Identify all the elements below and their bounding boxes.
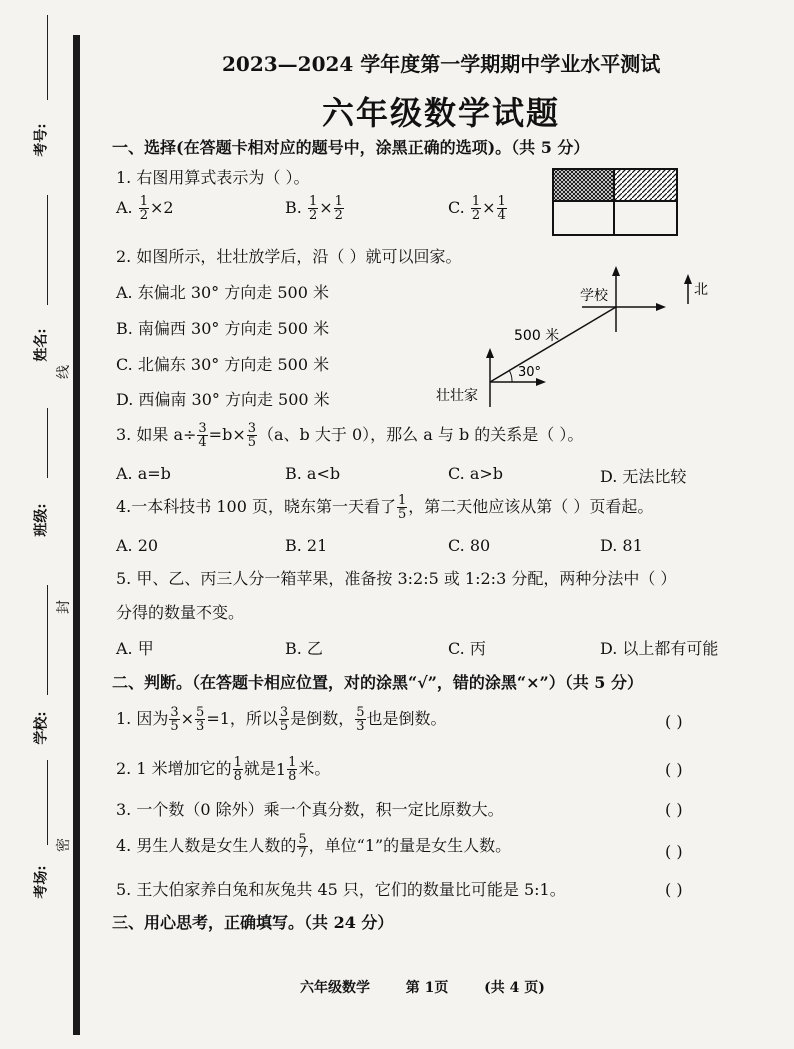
option-letter: A. bbox=[116, 198, 133, 217]
binding-bar bbox=[73, 35, 80, 1035]
side-line-2 bbox=[47, 195, 48, 305]
distance-label: 500 米 bbox=[514, 328, 560, 344]
footer-subject: 六年级数学 bbox=[300, 980, 370, 996]
option-letter: C. bbox=[448, 198, 465, 217]
q5-stem-cont: 分得的数量不变。 bbox=[116, 603, 245, 622]
fraction: $\frac{5}{3}$ bbox=[356, 705, 365, 734]
q5-option-d[interactable]: D. 以上都有可能 bbox=[600, 639, 719, 658]
q1-option-b[interactable]: B. $\frac{1}{2}$ × $\frac{1}{2}$ bbox=[285, 194, 343, 223]
q1-stem: 1. 右图用算式表示为（ ）。 bbox=[116, 168, 310, 187]
q5-option-b[interactable]: B. 乙 bbox=[285, 639, 323, 658]
fraction: $\frac{3}{4}$ bbox=[198, 421, 207, 450]
exam-title: 2023—2024 学年度第一学期期中学业水平测试 bbox=[222, 52, 661, 76]
school-label: 学校: bbox=[33, 711, 50, 745]
fraction: $\frac{5}{7}$ bbox=[298, 832, 307, 861]
q2-option-c[interactable]: C. 北偏东 30° 方向走 500 米 bbox=[116, 355, 330, 374]
judge-answer-paren-4[interactable]: ( ) bbox=[665, 842, 683, 861]
q3-option-d[interactable]: D. 无法比较 bbox=[600, 467, 687, 486]
judge-q2: 2. 1 米增加它的 $\frac{1}{8}$ 就是 1 $\frac{1}{8}$ 米。 bbox=[116, 755, 331, 784]
fraction: $\frac{1}{2}$ bbox=[139, 194, 149, 223]
section2-heading: 二、判断。（在答题卡相应位置，对的涂黑“√”，错的涂黑“×”）（共 5 分） bbox=[112, 673, 644, 692]
class-label: 班级: bbox=[33, 503, 50, 537]
fraction: $\frac{3}{5}$ bbox=[170, 705, 179, 734]
mixed-number: 1 $\frac{1}{8}$ bbox=[275, 755, 297, 784]
q2-option-d[interactable]: D. 西偏南 30° 方向走 500 米 bbox=[116, 390, 330, 409]
footer bbox=[300, 977, 545, 997]
fraction: $\frac{1}{5}$ bbox=[397, 493, 407, 522]
north-label: 北 bbox=[694, 282, 708, 298]
fraction: $\frac{1}{2}$ bbox=[334, 194, 343, 223]
q2-option-b[interactable]: B. 南偏西 30° 方向走 500 米 bbox=[116, 319, 330, 338]
judge-answer-paren-2[interactable]: ( ) bbox=[665, 760, 683, 779]
fraction: $\frac{1}{8}$ bbox=[233, 755, 242, 784]
footer-total: (共 4 页) bbox=[484, 980, 545, 996]
q2-option-a[interactable]: A. 东偏北 30° 方向走 500 米 bbox=[116, 283, 329, 302]
fraction: $\frac{5}{3}$ bbox=[196, 705, 205, 734]
seal-seal-char: 封 bbox=[56, 600, 72, 614]
judge-q3: 3. 一个数（0 除外）乘一个真分数，积一定比原数大。 bbox=[116, 800, 504, 819]
section1-heading: 一、选择(在答题卡相对应的题号中，涂黑正确的选项)。（共 5 分） bbox=[112, 138, 590, 157]
seal-mi-char: 密 bbox=[56, 838, 72, 852]
q5-option-a[interactable]: A. 甲 bbox=[116, 639, 154, 658]
q4-option-a[interactable]: A. 20 bbox=[116, 536, 159, 555]
q1-option-a[interactable] bbox=[116, 195, 174, 222]
name-label: 姓名: bbox=[33, 328, 50, 362]
fraction: $\frac{3}{5}$ bbox=[279, 705, 289, 734]
section3-heading: 三、用心思考，正确填写。（共 24 分） bbox=[112, 913, 394, 932]
q3-stem: 3. 如果 a÷ $\frac{3}{4}$ =b× $\frac{3}{5}$ （a、b 大于 0），那么 a 与 b 的关系是（ ）。 bbox=[116, 421, 584, 450]
seal-line-char: 线 bbox=[56, 365, 72, 379]
room-label: 考场: bbox=[33, 865, 50, 899]
q4-option-b[interactable]: B. 21 bbox=[285, 536, 328, 555]
footer-page: 第 1页 bbox=[405, 980, 449, 996]
q4-option-d[interactable]: D. 81 bbox=[600, 536, 643, 555]
side-line-3 bbox=[47, 408, 48, 478]
diag-hatched-quarter bbox=[614, 169, 677, 201]
q1-option-c[interactable]: C. $\frac{1}{2}$ × $\frac{1}{4}$ bbox=[448, 194, 506, 223]
fraction: $\frac{1}{2}$ bbox=[308, 194, 318, 223]
side-line-4 bbox=[47, 585, 48, 695]
judge-answer-paren-5[interactable]: ( ) bbox=[665, 880, 683, 899]
q1-rectangle-figure bbox=[552, 168, 678, 236]
times-two: ×2 bbox=[150, 198, 174, 217]
side-line-top bbox=[47, 15, 48, 100]
home-label: 壮壮家 bbox=[436, 388, 478, 404]
exam-subject-title: 六年级数学试题 bbox=[322, 94, 561, 132]
fraction: $\frac{1}{2}$ bbox=[471, 194, 481, 223]
q4-option-c[interactable]: C. 80 bbox=[448, 536, 491, 555]
judge-answer-paren-3[interactable]: ( ) bbox=[665, 800, 683, 819]
angle-label: 30° bbox=[518, 365, 542, 380]
q2-direction-figure bbox=[430, 262, 730, 412]
q4-stem: 4.一本科技书 100 页，晓东第一天看了 $\frac{1}{5}$ ，第二天他应该从第（ ）页看起。 bbox=[116, 493, 654, 522]
fraction: $\frac{3}{5}$ bbox=[247, 421, 257, 450]
option-letter: B. bbox=[285, 198, 302, 217]
cross-hatched-quarter bbox=[553, 169, 614, 201]
q5-stem: 5. 甲、乙、丙三人分一箱苹果，准备按 3:2:5 或 1:2:3 分配，两种分法中（ ） bbox=[116, 569, 677, 588]
side-line-5 bbox=[47, 760, 48, 845]
judge-q4: 4. 男生人数是女生人数的 $\frac{5}{7}$ ，单位“1”的量是女生人数。 bbox=[116, 832, 512, 861]
school-label: 学校 bbox=[580, 288, 608, 304]
judge-q5: 5. 王大伯家养白兔和灰兔共 45 只，它们的数量比可能是 5:1。 bbox=[116, 880, 566, 899]
fraction: $\frac{1}{4}$ bbox=[497, 194, 506, 223]
q5-option-c[interactable]: C. 丙 bbox=[448, 639, 486, 658]
judge-answer-paren-1[interactable]: ( ) bbox=[665, 712, 683, 731]
exam-no-label: 考号: bbox=[33, 123, 50, 157]
q3-option-b[interactable]: B. a<b bbox=[285, 464, 341, 483]
judge-q1: 1. 因为 $\frac{3}{5}$ × $\frac{5}{3}$ =1，所以 $\frac{3}{5}$ 是倒数， $\frac{5}{3}$ 也是倒数。 bbox=[116, 705, 447, 734]
q2-stem: 2. 如图所示，壮壮放学后，沿（ ）就可以回家。 bbox=[116, 247, 462, 266]
q3-option-a[interactable]: A. a=b bbox=[116, 464, 171, 483]
q3-option-c[interactable]: C. a>b bbox=[448, 464, 504, 483]
